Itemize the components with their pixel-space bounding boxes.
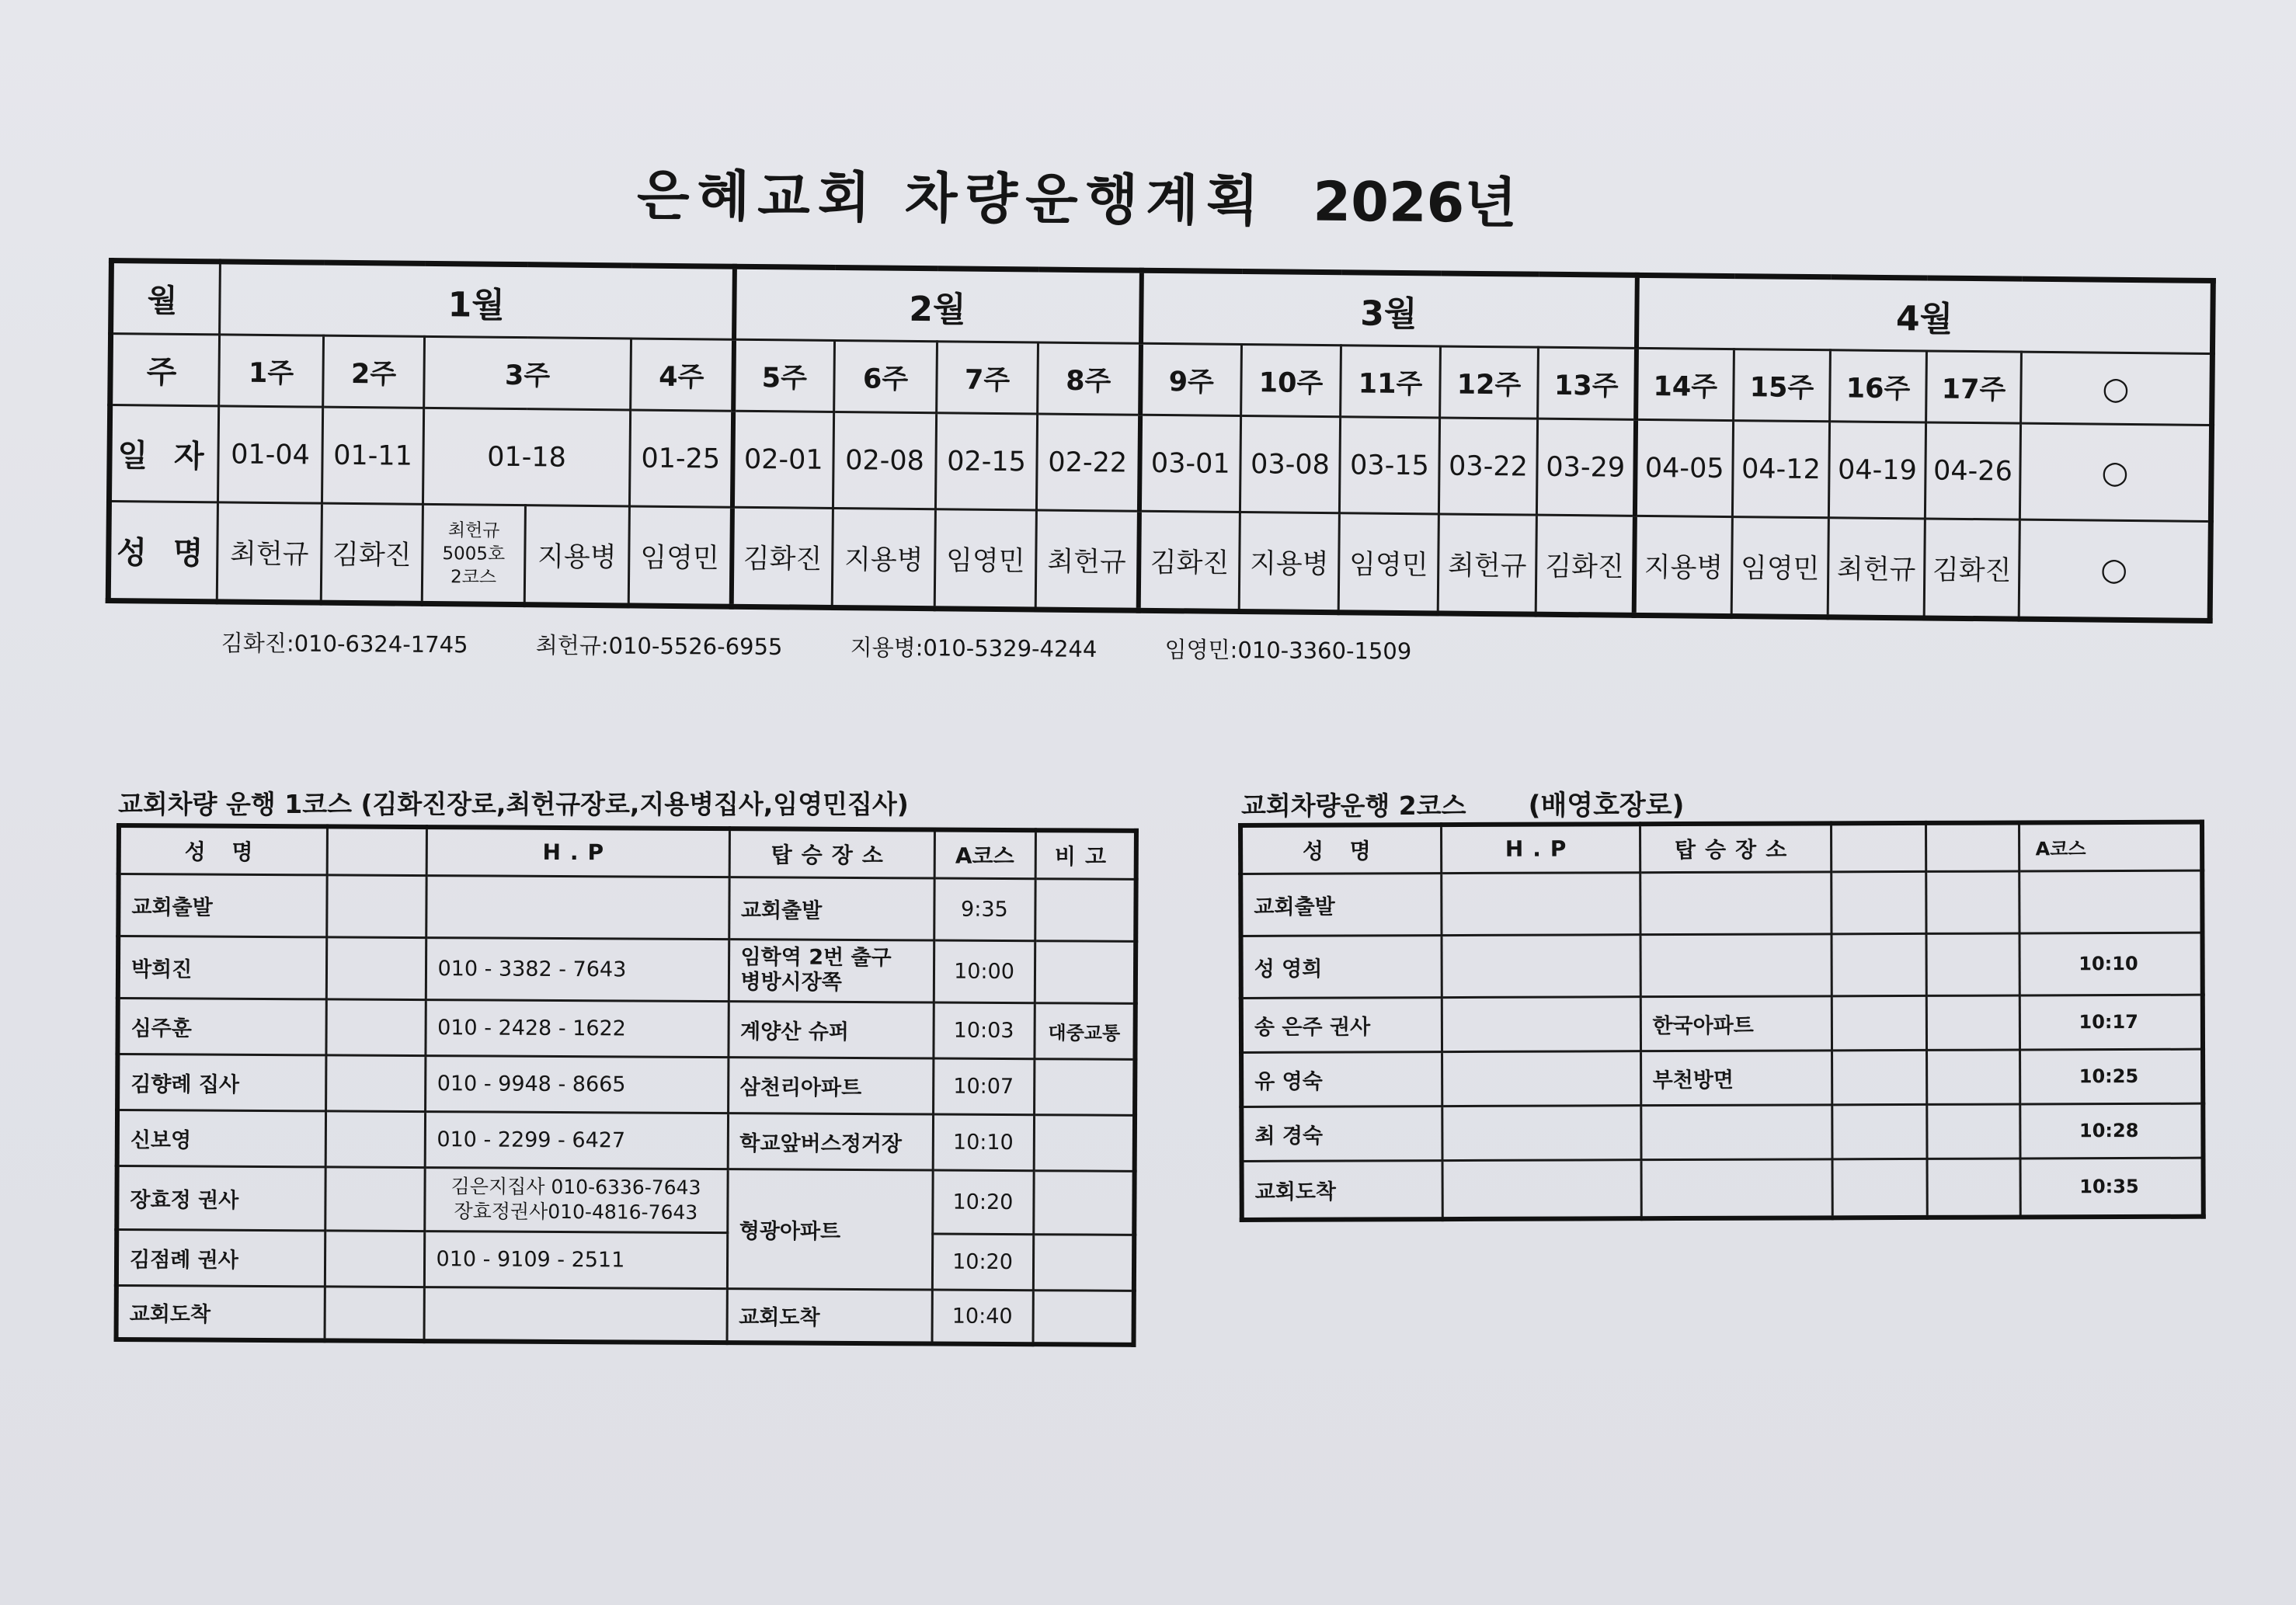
empty-cell xyxy=(1832,995,1926,1050)
week-cell: 16주 xyxy=(1830,350,1927,422)
table-row xyxy=(117,998,1135,1059)
date-cell: 02-08 xyxy=(833,412,936,509)
empty-cell xyxy=(326,874,426,937)
empty-cell xyxy=(1831,871,1926,933)
remark xyxy=(1033,1170,1134,1235)
empty-cell xyxy=(325,999,425,1055)
week-cell: 4주 xyxy=(631,339,734,411)
driver-cell: 김화진 xyxy=(321,503,423,603)
table-row xyxy=(117,1054,1135,1115)
pickup-time: 10:10 xyxy=(933,1114,1034,1171)
remark xyxy=(1034,1114,1135,1171)
week-cell: 1주 xyxy=(219,335,324,407)
pickup-time: 10:20 xyxy=(932,1170,1033,1235)
date-cell: 03-01 xyxy=(1139,415,1240,512)
passenger-hp xyxy=(1442,1105,1640,1160)
passenger-hp xyxy=(1442,1159,1641,1219)
header-place: 탑승장소 xyxy=(1640,823,1831,872)
passenger-name: 장효정 권사 xyxy=(117,1166,325,1230)
week-cell: 6주 xyxy=(834,340,938,412)
pickup-time: 10:10 xyxy=(2019,933,2203,995)
driver-cell: 김화진 xyxy=(1536,515,1634,615)
header-blank xyxy=(1926,822,2019,870)
date-cell: 02-01 xyxy=(732,411,833,508)
name-row xyxy=(108,502,2211,621)
pickup-time: 10:00 xyxy=(934,940,1035,1003)
driver-cell: 최헌규 xyxy=(1828,518,1925,618)
empty-cell xyxy=(1927,1158,2020,1217)
passenger-hp xyxy=(1442,996,1640,1051)
empty-cell xyxy=(325,1110,425,1167)
empty-cell xyxy=(1832,933,1926,995)
header-blank xyxy=(327,826,426,875)
boarding-place: 임학역 2번 출구 병방시장쪽 xyxy=(729,939,934,1002)
empty-cell xyxy=(325,1166,424,1231)
row-label-month: 월 xyxy=(111,261,221,335)
driver-cell: 임영민 xyxy=(1338,513,1438,613)
passenger-hp: 김은지집사 010-6336-7643 장효정권사010-4816-7643 xyxy=(424,1167,727,1232)
passenger-hp: 010 - 9109 - 2511 xyxy=(424,1231,727,1288)
empty-cell xyxy=(325,1230,424,1287)
schedule-table xyxy=(106,258,2216,624)
course2-header-row xyxy=(1240,822,2202,874)
passenger-name: 교회도착 xyxy=(1242,1160,1442,1220)
table-row xyxy=(1241,933,2203,998)
passenger-name: 최 경숙 xyxy=(1241,1106,1442,1161)
passenger-name: 성 영희 xyxy=(1241,935,1442,998)
passenger-name: 송 은주 권사 xyxy=(1241,997,1442,1052)
table-row xyxy=(1241,995,2203,1052)
driver-cell: 김화진 xyxy=(731,507,833,607)
passenger-name: 교회출발 xyxy=(118,874,326,936)
driver-cell: 임영민 xyxy=(1731,517,1828,617)
table-row xyxy=(1241,1049,2203,1106)
week-cell: 8주 xyxy=(1038,342,1141,415)
pickup-time: 10:40 xyxy=(932,1290,1033,1345)
driver-cell: 임영민 xyxy=(628,506,732,606)
empty-cell xyxy=(1832,1159,1927,1218)
week-cell: 13주 xyxy=(1538,347,1637,419)
date-cell: 02-15 xyxy=(935,413,1037,510)
pickup-time: 9:35 xyxy=(934,878,1035,941)
boarding-place: 교회도착 xyxy=(727,1288,932,1343)
pickup-time: 10:20 xyxy=(932,1234,1033,1291)
passenger-hp: 010 - 2299 - 6427 xyxy=(425,1111,728,1169)
passenger-name: 박희진 xyxy=(118,936,326,999)
boarding-place xyxy=(1641,1159,1832,1218)
remark: 대중교통 xyxy=(1034,1002,1135,1059)
boarding-place: 교회출발 xyxy=(729,877,934,940)
passenger-hp xyxy=(1442,934,1640,997)
week-cell: 7주 xyxy=(937,342,1038,414)
empty-cell xyxy=(1926,1049,2019,1103)
table-row xyxy=(1240,870,2202,936)
boarding-place: 계양산 슈퍼 xyxy=(728,1001,933,1058)
pickup-time: 10:28 xyxy=(2019,1103,2203,1159)
contact-item: 김화진:010-6324-1745 xyxy=(221,629,468,658)
week-cell: 11주 xyxy=(1341,346,1441,418)
course1-header-row xyxy=(119,825,1136,879)
pickup-time: 10:17 xyxy=(2019,995,2203,1050)
empty-cell xyxy=(1926,995,2019,1049)
driver-cell: 최헌규 xyxy=(1035,510,1139,610)
remark xyxy=(1033,1234,1134,1291)
driver-cell: 임영민 xyxy=(934,509,1036,610)
title-main: 은혜교회 차량운행계획 xyxy=(636,164,1267,234)
boarding-place: 형광아파트 xyxy=(727,1169,933,1289)
remark xyxy=(1033,1290,1134,1345)
empty-cell xyxy=(1926,933,2019,995)
course2-title xyxy=(1241,784,1685,823)
boarding-place xyxy=(1640,1104,1832,1159)
course1-table xyxy=(114,823,1139,1347)
remark xyxy=(1035,940,1136,1003)
driver-cell: 김화진 xyxy=(1138,511,1240,611)
pickup-time: 10:35 xyxy=(2020,1158,2204,1218)
empty-cell xyxy=(325,1054,425,1111)
pickup-time xyxy=(2019,870,2202,933)
header-name: 성 명 xyxy=(1240,825,1441,874)
date-cell: 03-29 xyxy=(1536,419,1635,516)
driver-cell: 지용병 xyxy=(1239,512,1339,612)
course2-subtitle: (배영호장로) xyxy=(1528,790,1685,822)
remark xyxy=(1035,878,1136,941)
row-label-name: 성 명 xyxy=(108,502,217,602)
passenger-name: 심주훈 xyxy=(117,998,325,1054)
pickup-time: 10:25 xyxy=(2019,1049,2203,1104)
boarding-place xyxy=(1640,871,1831,934)
driver-cell: 지용병 xyxy=(524,505,629,606)
title-year: 2026년 xyxy=(1313,169,1518,235)
date-cell: 01-04 xyxy=(217,406,322,503)
table-row xyxy=(117,1110,1135,1171)
date-cell: 01-18 xyxy=(423,408,630,506)
boarding-place: 한국아파트 xyxy=(1640,995,1832,1051)
remark xyxy=(1034,1058,1135,1115)
driver-cell: 지용병 xyxy=(1633,516,1732,616)
boarding-place xyxy=(1640,933,1832,996)
month-cell: 4월 xyxy=(1636,275,2213,353)
course1-title: 교회차량 운행 1코스 (김화진장로,최헌규장로,지용병집사,임영민집사) xyxy=(118,789,909,819)
table-row xyxy=(118,874,1136,941)
date-cell-blank: ○ xyxy=(2019,423,2211,521)
table-row xyxy=(117,1166,1134,1235)
week-cell-blank: ○ xyxy=(2021,352,2213,425)
header-place: 탑승장소 xyxy=(729,829,934,877)
date-cell: 03-22 xyxy=(1438,418,1537,515)
table-row xyxy=(117,1229,1134,1291)
date-cell: 03-15 xyxy=(1339,417,1439,514)
driver-cell: 최헌규 xyxy=(1438,514,1536,614)
driver-cell: 김화진 xyxy=(1924,519,2019,619)
date-cell: 02-22 xyxy=(1036,414,1139,511)
week-cell: 2주 xyxy=(323,335,425,408)
passenger-name: 유 영숙 xyxy=(1241,1051,1442,1106)
course2-title-main: 교회차량운행 2코스 xyxy=(1241,790,1466,821)
passenger-hp xyxy=(1441,872,1640,935)
date-cell: 01-25 xyxy=(629,410,732,507)
driver-cell-note: 최헌규 5005호 2코스 xyxy=(422,504,525,604)
week-cell: 12주 xyxy=(1440,346,1539,419)
header-a-course: A코스 xyxy=(934,830,1035,879)
date-cell: 04-19 xyxy=(1828,422,1926,519)
driver-cell: 지용병 xyxy=(832,508,935,608)
course2-table xyxy=(1238,820,2206,1222)
passenger-hp: 010 - 3382 - 7643 xyxy=(426,937,729,1001)
week-cell: 10주 xyxy=(1241,345,1341,417)
week-cell: 9주 xyxy=(1140,343,1242,415)
contact-item: 최헌규:010-5526-6955 xyxy=(535,631,783,661)
week-cell: 5주 xyxy=(733,339,835,412)
week-cell: 15주 xyxy=(1734,349,1831,422)
passenger-hp: 010 - 2428 - 1622 xyxy=(425,999,728,1057)
week-cell: 14주 xyxy=(1636,348,1734,420)
date-cell: 04-05 xyxy=(1634,419,1733,516)
date-cell: 04-12 xyxy=(1732,421,1829,518)
row-label-week: 주 xyxy=(110,334,220,406)
empty-cell xyxy=(1832,1050,1926,1104)
passenger-hp xyxy=(426,875,729,939)
passenger-name: 김점례 권사 xyxy=(117,1229,325,1286)
table-row xyxy=(1241,1103,2203,1161)
empty-cell xyxy=(1926,870,2019,933)
driver-cell: 최헌규 xyxy=(217,502,322,603)
passenger-hp xyxy=(424,1287,727,1343)
header-note: 비고 xyxy=(1035,830,1136,879)
passenger-name: 교회출발 xyxy=(1240,873,1441,936)
empty-cell xyxy=(1832,1104,1926,1159)
table-row xyxy=(1242,1158,2204,1220)
table-row xyxy=(118,936,1136,1003)
header-hp: H.P xyxy=(426,827,729,877)
row-label-date: 일 자 xyxy=(109,405,218,502)
passenger-hp: 010 - 9948 - 8665 xyxy=(425,1055,728,1113)
passenger-name: 신보영 xyxy=(117,1110,325,1166)
date-cell: 01-11 xyxy=(322,407,423,504)
contact-item: 임영민:010-3360-1509 xyxy=(1164,636,1412,665)
boarding-place: 학교앞버스정거장 xyxy=(728,1113,933,1169)
week-cell: 17주 xyxy=(1926,351,2022,423)
table-row xyxy=(117,1285,1134,1345)
month-cell: 1월 xyxy=(220,262,735,339)
header-blank xyxy=(1831,823,1926,871)
date-cell: 03-08 xyxy=(1240,416,1340,513)
pickup-time: 10:03 xyxy=(933,1002,1034,1059)
header-name: 성 명 xyxy=(119,825,327,874)
month-cell: 3월 xyxy=(1141,270,1637,348)
driver-cell-blank: ○ xyxy=(2019,519,2211,620)
header-a-course: A코스 xyxy=(2019,822,2202,871)
passenger-name: 교회도착 xyxy=(117,1285,325,1340)
empty-cell xyxy=(326,936,426,999)
boarding-place: 부천방면 xyxy=(1640,1050,1832,1105)
empty-cell xyxy=(325,1286,424,1341)
boarding-place: 삼천리아파트 xyxy=(728,1057,933,1113)
passenger-hp xyxy=(1442,1051,1640,1106)
pickup-time: 10:07 xyxy=(933,1058,1034,1115)
passenger-name: 김향례 집사 xyxy=(117,1054,325,1110)
header-hp: H.P xyxy=(1441,824,1640,873)
month-cell: 2월 xyxy=(734,266,1142,343)
contact-item: 지용병:010-5329-4244 xyxy=(850,634,1098,662)
week-cell: 3주 xyxy=(424,336,631,410)
page-title xyxy=(637,152,1647,239)
date-cell: 04-26 xyxy=(1925,422,2020,519)
empty-cell xyxy=(1926,1103,2019,1158)
